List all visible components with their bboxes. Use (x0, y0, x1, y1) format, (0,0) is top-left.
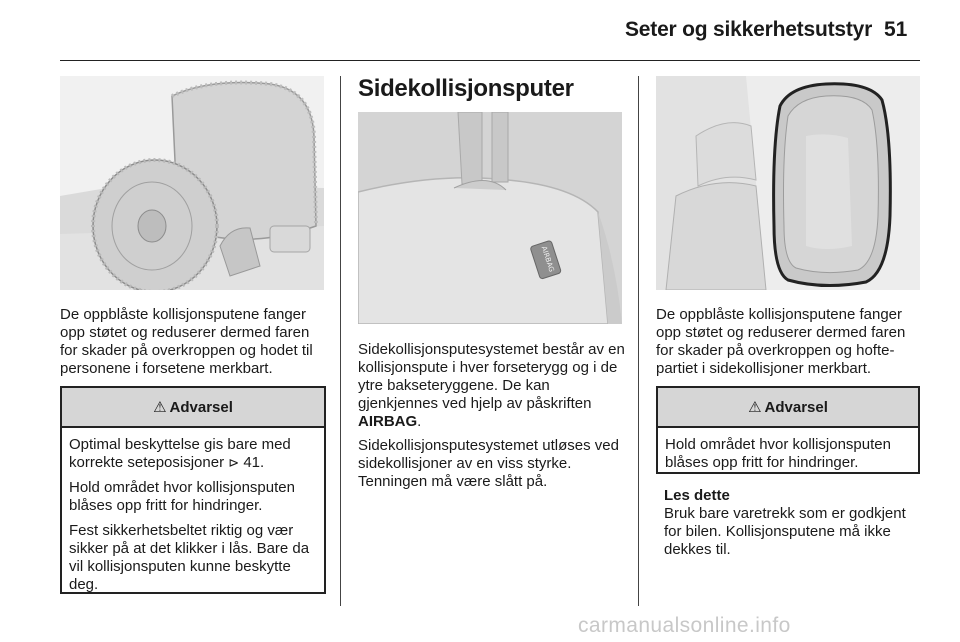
side-airbag-text: Sidekollisjonsputesystemet består av en kollisjonspute i hver forseterygg og i de ytre bakseteryggene. De kan gjenkjennes ved hjelp av påskriften (358, 341, 625, 412)
page-reference: 41. (243, 454, 265, 471)
warning-heading: Advarsel (169, 398, 233, 416)
warning-header (62, 388, 324, 428)
warning-box-side (656, 386, 920, 474)
warning-text: Optimal beskyttelse gis bare med korrekte seteposisjoner (69, 436, 291, 471)
column-divider-right (638, 76, 639, 606)
note-block (664, 487, 926, 559)
warning-paragraph: Fest sikkerhetsbeltet riktig og vær sikker på at det klikker i lås. Bare da vil kollisjonsputen kunne beskytte deg. (69, 522, 310, 593)
warning-body (62, 428, 324, 607)
warning-box-front (60, 386, 326, 594)
side-airbag-caption: De oppblåste kollisjonsputene fanger opp støtet og reduserer dermed faren for skader på overkroppen og hoftepartiet i sidekollisjoner merkbart. (656, 306, 906, 377)
warning-triangle-icon: ⚠ (153, 399, 167, 416)
warning-heading: Advarsel (764, 398, 828, 416)
arrow-ref-icon: ⊳ (228, 455, 240, 470)
front-airbag-caption: De oppblåste kollisjonsputene fanger opp støtet og reduserer dermed faren for skader på overkroppen og hodet til personene i forsetene merkbart. (60, 306, 313, 377)
watermark: carmanualsonline.info (578, 614, 791, 637)
column-divider-left (340, 76, 341, 606)
warning-header (658, 388, 918, 428)
running-header-title: Seter og sikkerhetsutstyr (625, 18, 873, 41)
page-number: 51 (884, 18, 908, 41)
warning-paragraph: Hold området hvor kollisjonsputen blåses opp fritt for hindringer. (665, 436, 891, 471)
warning-triangle-icon: ⚠ (748, 399, 762, 416)
seat-airbag-label-illustration (358, 112, 622, 324)
side-airbag-text-end: . (417, 413, 422, 430)
warning-body (658, 428, 918, 485)
side-airbag-deployment-text: Sidekollisjonsputesystemet utløses ved sidekollisjoner av en viss styrke. Tenningen må være slått på. (358, 437, 619, 490)
front-airbag-illustration (60, 76, 324, 290)
seat-airbag-label: AIRBAG (539, 245, 556, 274)
warning-paragraph (69, 436, 317, 472)
warning-paragraph: Hold området hvor kollisjonsputen blåses opp fritt for hindringer. (69, 479, 295, 514)
side-airbag-inflated-illustration (656, 76, 920, 290)
airbag-marking: AIRBAG (358, 413, 418, 430)
header-rule (60, 60, 920, 61)
note-text: Bruk bare varetrekk som er godkjent for bilen. Kollisjonsputene må ikke dekkes til. (664, 505, 906, 558)
section-title: Sidekollisjonsputer (358, 75, 574, 102)
note-label: Les dette (664, 487, 730, 504)
side-airbag-description (358, 341, 628, 431)
